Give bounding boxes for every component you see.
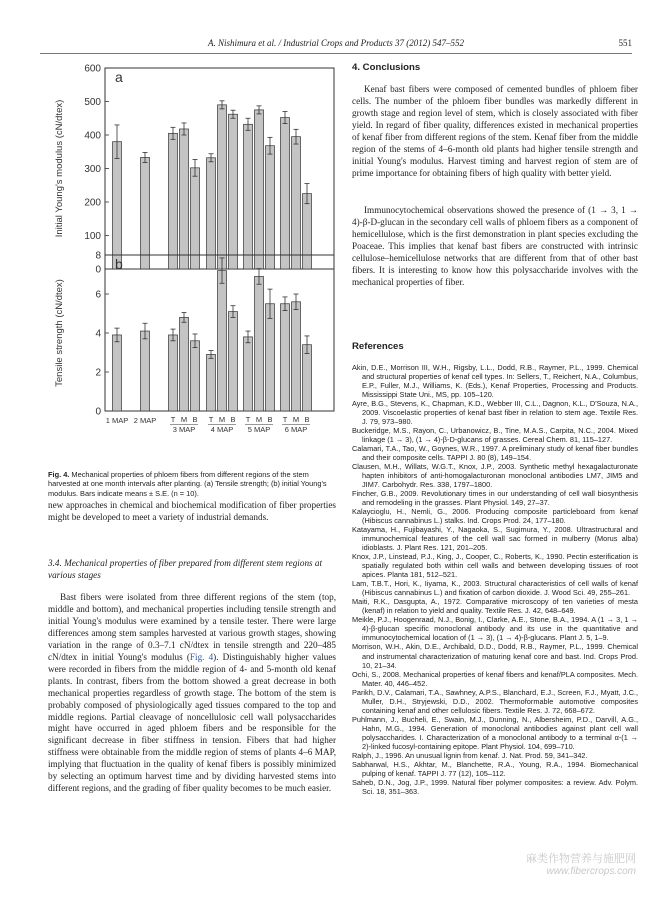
- journal-citation: A. Nishimura et al. / Industrial Crops and Products 37 (2012) 547–552: [207, 38, 465, 48]
- x-group-label: 5 MAP: [247, 425, 271, 434]
- bar: [266, 304, 275, 411]
- bar: [141, 157, 150, 269]
- bar: [180, 317, 189, 411]
- bar: [191, 168, 200, 269]
- bar: [255, 276, 264, 411]
- reference-item: Calamari, T.A., Tao, W., Goynes, W.R., 1997. A preliminary study of kenaf fiber bundles and their composite cells. TAPPI J. 80 (8), 149–154.: [352, 444, 638, 463]
- bar: [180, 129, 189, 269]
- figure-4: [48, 58, 338, 468]
- x-position-label: T: [282, 415, 288, 424]
- bar: [303, 194, 312, 269]
- caption-text: Mechanical properties of phloem fibers from different regions of the stem harvested at one month intervals after planting. (a) Tensile strength; (b) initial Young's modulus. Bars indicate means ± S.E. (n = 10).: [48, 470, 327, 498]
- watermark: [526, 850, 636, 877]
- bar: [229, 114, 238, 269]
- x-position-label: T: [208, 415, 214, 424]
- reference-item: Ralph, J., 1996. An unusual lignin from kenaf. J. Nat. Prod. 59, 341–342.: [352, 750, 588, 760]
- section-heading-3-4: 3.4. Mechanical properties of fiber prepared from different stem regions at various stages: [48, 558, 323, 580]
- bar: [169, 335, 178, 411]
- reference-item: Ochi, S., 2008. Mechanical properties of kenaf fibers and kenaf/PLA composites. Mech. Mater. 40, 446–452.: [352, 669, 638, 688]
- panel-label-b: b: [115, 256, 123, 272]
- para-text-b: ). Distinguishably higher values were recorded in fibers from the middle region of 4- and 5-month old kenaf plants. In contrast, fibers from the bottom showed a great decrease in both mechanical properties regardless of growth stage. The bottom of the stem is probably composed of physiologically aged tissues compared to the top and middle regions. Partial cleavage of noncellulosic cell wall polysaccharides might have occurred in aged phloem fibers and be responsible for the significant decrease in fiber stiffness in tension. Fibers that had higher stiffness were obtainable from the middle region of stems of plants 4–6 MAP, implying that fluctuation in the quality of kenaf fibers is possibly minimized by selecting an optimum harvest time and by dividing harvested stems into different regions, and the grading of fiber quality becomes to be much easier.: [48, 651, 336, 794]
- y-tick-label: 600: [84, 63, 101, 75]
- header-rule: [40, 53, 632, 54]
- caption-label: Fig. 4.: [48, 470, 70, 479]
- reference-item: Parikh, D.V., Calamari, T.A., Sawhney, A.P.S., Blanchard, E.J., Screen, F.J., Myatt, J.C., Muller, D.H., Stryjewski, D.D., 2002. Thermoformable automotive composites containing kenaf and other cellulosic fibers. Textile Res. J. 72, 668–672.: [352, 687, 638, 715]
- y-axis-label: Initial Young's modulus (cN/dtex): [54, 99, 65, 238]
- conclusions-paragraph-1: Kenaf bast fibers were composed of cemented bundles of phloem fiber cells. The number of the phloem fiber bundles was markedly different in growth stage and region level of stem, which is closely associated with fiber yield. In regard of fiber quality, differences existed in mechanical properties of kenaf fiber from different regions of the stem. Kenaf fiber from the middle region of the stems of 4–6-month old plants had higher tensile strength and initial Young's modulus. Harvest timing and harvest region of stem are of prime importance for obtaining fibers of high quality with better yield.: [352, 84, 638, 178]
- bar: [281, 118, 290, 269]
- reference-item: Kalaycioglu, H., Nemli, G., 2006. Producing composite particleboard from kenaf (Hibiscus cannabinus L.) stalks. Ind. Crops Prod. 24, 177–180.: [352, 507, 638, 526]
- x-group-label: 2 MAP: [133, 416, 157, 425]
- reference-item: Ayre, B.G., Stevens, K., Chapman, K.D., Webber III, C.L., Dagnon, K.L., D'Souza, N.A., 2009. Viscoelastic properties of kenaf bast fiber in relation to stem age. Textile Res. J. 79, 973–980.: [352, 399, 638, 427]
- bar: [281, 304, 290, 411]
- y-tick-label: 200: [84, 197, 101, 209]
- y-tick-label: 0: [95, 406, 101, 418]
- bar: [292, 302, 301, 411]
- reference-item: Saheb, D.N., Jog, J.P., 1999. Natural fiber polymer composites: a review. Adv. Polym. Sci. 18, 351–363.: [352, 777, 638, 796]
- x-position-label: T: [245, 415, 251, 424]
- x-group-label: 3 MAP: [172, 425, 196, 434]
- y-tick-label: 8: [95, 250, 101, 262]
- x-position-label: B: [304, 415, 310, 424]
- reference-item: Katayama, H., Fujibayashi, Y., Nagaoka, S., Sugimura, Y., 2008. Ultrastructural and immunochemical features of the cell wall sac formed in mulberry (Morus alba) idioblasts. J. Plant Res. 121, 201–205.: [352, 525, 638, 553]
- y-tick-label: 100: [84, 231, 101, 242]
- reference-item: Knox, J.P., Linstead, P.J., King, J., Cooper, C., Roberts, K., 1990. Pectin esterification is spatially regulated both within cell walls and between developing tissues of root apices. Planta 181, 512–521.: [352, 552, 638, 580]
- running-header: [0, 38, 672, 52]
- conclusions-paragraph-2: Immunocytochemical observations showed the presence of (1 → 3, 1 → 4)-β-D-glucan in the secondary cell walls of phloem fibers as a component of hemicellulose, which is the first demonstration in plant species excluding the Poaceae. This implies that kenaf bast fibers are constructed with intrinsic cellulose–hemicellulose networks that are different from that of other bast fibers. It is interesting to know how this polysaccharide involves with the mechanical properties of fiber.: [352, 205, 638, 287]
- reference-item: Meikle, P.J., Hoogenraad, N.J., Bonig, I., Clarke, A.E., Stone, B.A., 1994. A (1 → 3, 1 → 4)-β-glucan specific monoclonal antibody and its use in the quantitative and immunocytochemical location of (1 → 3), (1 → 4)-β-glucans. Plant J. 5, 1–9.: [352, 615, 638, 643]
- x-position-label: M: [255, 415, 263, 424]
- reference-list: [352, 363, 638, 796]
- bar: [229, 312, 238, 411]
- bar: [191, 341, 200, 411]
- x-group-label: 1 MAP: [105, 416, 129, 425]
- page-number: 551: [618, 38, 632, 48]
- bar: [303, 345, 312, 411]
- bar: [113, 335, 122, 411]
- x-position-label: M: [292, 415, 300, 424]
- reference-item: Clausen, M.H., Willats, W.G.T., Knox, J.P., 2003. Synthetic methyl hexagalacturonate hapten inhibitors of anti-homogalacturonan monoclonal antibodies LM7, JIM5 and JIM7. Carbohydr. Res. 338, 1797–1800.: [352, 462, 638, 490]
- reference-item: Sabharwal, H.S., Akhtar, M., Blanchette, R.A., Young, R.A., 1994. Biomechanical pulping of kenaf. TAPPI J. 77 (12), 105–112.: [352, 759, 638, 778]
- y-tick-label: 4: [95, 328, 101, 340]
- x-group-label: 4 MAP: [210, 425, 234, 434]
- y-tick-label: 6: [95, 289, 101, 301]
- bar: [244, 124, 253, 269]
- watermark-url: www.fibercrops.com: [546, 866, 636, 877]
- left-paragraph-2: [48, 592, 336, 795]
- bar: [207, 158, 216, 269]
- reference-item: Akin, D.E., Morrison III, W.H., Rigsby, L.L., Dodd, R.B., Raymer, P.L., 1999. Chemical and structural properties of kenaf cell types. In: Sellers, T., Reichert, N.A., Columbus, E.P., Fuller, M.J., Williams, K. (Eds.), Kenaf Properties, Processing and Products. Mississippi State Uni., MS, pp. 105–120.: [352, 363, 638, 400]
- reference-item: Morrison, W.H., Akin, D.E., Archibald, D.D., Dodd, R.B., Raymer, P.L., 1999. Chemical and instrumental characterization of maturing kenaf core and bast. Ind. Crops Prod. 10, 21–34.: [352, 642, 638, 670]
- panel-label-a: a: [115, 69, 123, 85]
- bar: [141, 331, 150, 411]
- watermark-cn: 麻类作物营养与施肥网: [526, 853, 636, 865]
- x-position-label: B: [267, 415, 273, 424]
- y-tick-label: 2: [95, 367, 101, 379]
- bar: [266, 146, 275, 269]
- fig-4-link[interactable]: Fig. 4: [189, 651, 214, 662]
- reference-item: Maiti, R.K., Dasgupta, A., 1972. Comparative microscopy of ten varieties of mesta (kenaf) in relation to yield and quality. Textile Res. J. 42, 648–649.: [352, 597, 638, 616]
- bar: [218, 271, 227, 411]
- bar: [255, 110, 264, 269]
- x-position-label: B: [192, 415, 198, 424]
- y-tick-label: 400: [84, 130, 101, 142]
- para-text-a: Bast fibers were isolated from three different regions of the stem (top, middle and bottom), and mechanical properties including tensile strength and initial Young's modulus were examined by a tensile tester. There were large differences among stem samples harvested at various growth stages, showing variation in the range of 0.3–7.1 cN/dtex in tensile strength and 220–485 cN/dtex in initial Young's modulus (: [48, 592, 336, 662]
- bar: [169, 133, 178, 269]
- bar: [207, 354, 216, 411]
- y-axis-label: Tensile strength (cN/dtex): [54, 279, 65, 387]
- reference-item: Puhlmann, J., Bucheli, E., Swain, M.J., Dunning, N., Albersheim, P.D., Darvill, A.G., Hahn, M.G., 1994. Generation of monoclonal antibodies against plant cell wall polysaccharides. I. Characterization of a monoclonal antibody to a terminal α-(1 → 2)-linked fucosyl-containing epitope. Plant Physiol. 104, 699–710.: [352, 714, 638, 751]
- bar: [113, 142, 122, 269]
- figure-caption: [48, 470, 336, 498]
- y-tick-label: 300: [84, 164, 101, 175]
- reference-item: Lam, T.B.T., Hori, K., Iiyama, K., 2003. Structural characteristics of cell walls of kenaf (Hibiscus cannabinus L.) and fixation of carbon dioxide. J. Wood Sci. 49, 255–261.: [352, 579, 638, 598]
- bar: [292, 137, 301, 269]
- y-tick-label: 500: [84, 97, 101, 108]
- x-position-label: M: [180, 415, 188, 424]
- reference-item: Buckeridge, M.S., Rayon, C., Urbanowicz, B., Tine, M.A.S., Carpita, N.C., 2004. Mixed linkage (1 → 3), (1 → 4)-β-D-glucans of grasses. Cereal Chem. 81, 115–127.: [352, 426, 638, 445]
- left-paragraph-1: new approaches in chemical and biochemical modification of fiber properties might be developed to meet a variety of industrial demands.: [48, 500, 336, 522]
- y-tick-label: 0: [95, 264, 101, 276]
- x-group-label: 6 MAP: [284, 425, 308, 434]
- conclusions-heading: 4. Conclusions: [352, 62, 421, 73]
- references-heading: References: [352, 341, 404, 352]
- x-position-label: B: [230, 415, 236, 424]
- x-position-label: M: [218, 415, 226, 424]
- x-position-label: T: [170, 415, 176, 424]
- bar: [244, 337, 253, 411]
- reference-item: Fincher, G.B., 2009. Revolutionary times in our understanding of cell wall biosynthesis and remodeling in the grasses. Plant Physiol. 149, 27–37.: [352, 489, 638, 508]
- bar: [218, 105, 227, 269]
